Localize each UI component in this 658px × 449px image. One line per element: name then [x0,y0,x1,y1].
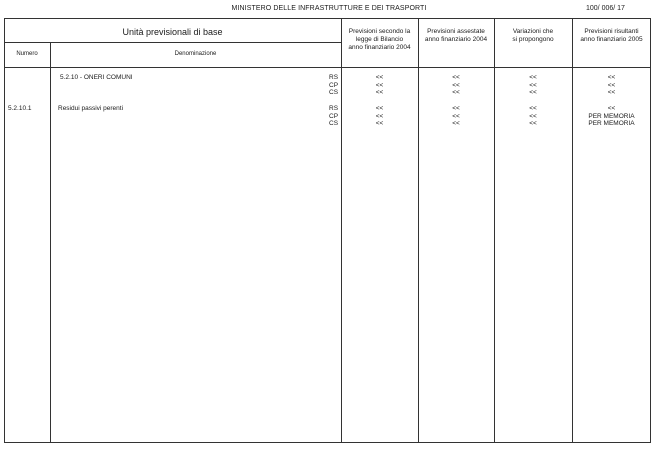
row-codes: RS CP CS [329,74,339,96]
column-header-denominazione: Denominazione [174,51,217,57]
row-value-cell: << << << [529,74,537,96]
column-header-previsioni-assestate: Previsioni assestate anno finanziario 2004 [424,28,488,43]
row-denominazione: 5.2.10 - ONERI COMUNI [60,74,133,81]
column-header-previsioni-risultanti: Previsioni risultanti anno finanziario 2005 [580,28,643,43]
row-value-cell: << PER MEMORIA PER MEMORIA [588,105,635,127]
row-codes: RS CP CS [329,105,339,127]
row-value-cell: << << << [452,105,460,127]
row-value-cell: << << << [452,74,460,96]
page-number: 100/ 006/ 17 [586,5,625,12]
numero-column-line [50,42,51,443]
group-header: Unità previsionali di base [122,27,223,37]
column-header-previsioni-bilancio: Previsioni secondo la legge di Bilancio anno finanziario 2004 [348,28,411,51]
column-header-numero: Numero [16,51,38,57]
ministry-title: MINISTERO DELLE INFRASTRUTTURE E DEI TRASPORTI [231,5,427,12]
header-divider [4,42,341,43]
column-header-variazioni: Variazioni che si propongono [512,28,554,43]
row-value-cell: << << << [529,105,537,127]
row-value-cell: << << << [375,74,384,96]
row-numero: 5.2.10.1 [8,105,32,112]
row-denominazione: Residui passivi perenti [58,105,124,112]
row-value-cell: << << << [607,74,616,96]
header-bottom-line [4,67,651,68]
row-value-cell: << << << [375,105,384,127]
